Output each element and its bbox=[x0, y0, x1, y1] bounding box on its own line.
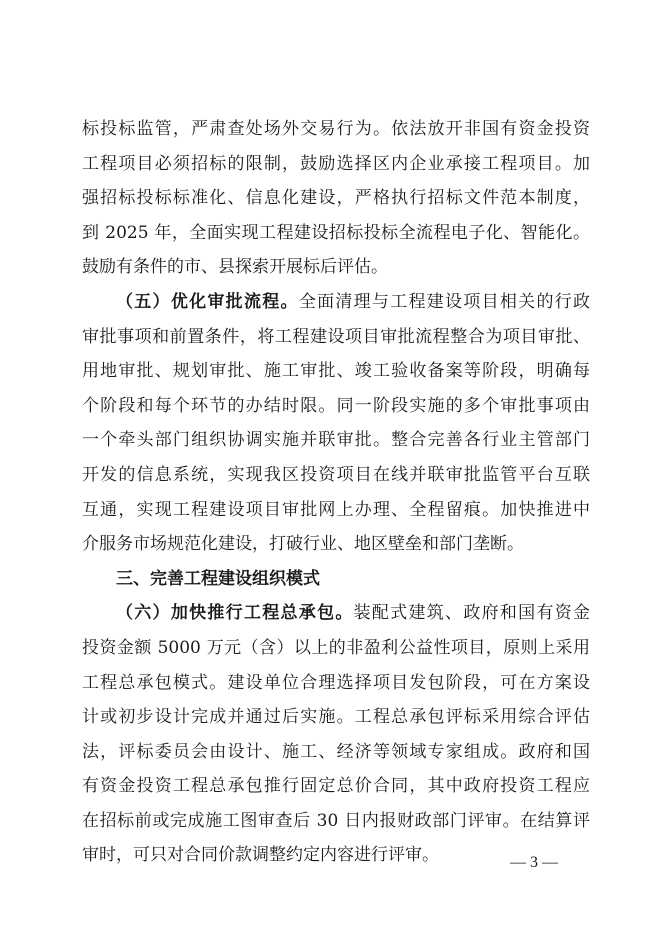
text-line: 法，评标委员会由设计、施工、经济等领域专家组成。政府和国 bbox=[82, 741, 590, 762]
text-line: 鼓励有条件的市、县探索开展标后评估。 bbox=[82, 257, 388, 278]
text-line: 一个牵头部门组织协调实施并联审批。整合完善各行业主管部门 bbox=[82, 430, 590, 451]
text-line: 介服务市场规范化建设，打破行业、地区壁垒和部门垄断。 bbox=[82, 534, 524, 555]
text-line: 个阶段和每个环节的办结时限。同一阶段实施的多个审批事项由 bbox=[82, 395, 590, 416]
text-line: 标投标监管，严肃查处场外交易行为。依法放开非国有资金投资 bbox=[82, 119, 590, 139]
text-line: 到 2025 年，全面实现工程建设招标投标全流程电子化、智能化。 bbox=[82, 222, 590, 243]
section-6-title: （六）加快推行工程总承包。 bbox=[116, 603, 354, 624]
text-line: 强招标投标标准化、信息化建设，严格执行招标文件范本制度， bbox=[82, 188, 590, 209]
paragraph-epc bbox=[82, 596, 590, 873]
text-line: 在招标前或完成施工图审查后 30 日内报财政部门评审。在结算评 bbox=[82, 810, 590, 831]
page-number: — 3 — bbox=[510, 854, 558, 871]
text-line: 投资金额 5000 万元（含）以上的非盈利公益性项目，原则上采用 bbox=[82, 637, 590, 658]
text-span: 装配式建筑、政府和国有资金 bbox=[353, 603, 591, 624]
text-line bbox=[82, 596, 590, 631]
text-line: 开发的信息系统，实现我区投资项目在线并联审批监管平台互联 bbox=[82, 464, 590, 485]
text-line: 互通，实现工程建设项目审批网上办理、全程留痕。加快推进中 bbox=[82, 499, 590, 520]
text-line: 计或初步设计完成并通过后实施。工程总承包评标采用综合评估 bbox=[82, 707, 590, 728]
paragraph-tender-supervision bbox=[82, 112, 590, 285]
text-line: 审时，可只对合同价款调整约定内容进行评审。 bbox=[82, 845, 439, 866]
paragraph-optimize-approval bbox=[82, 285, 590, 562]
text-line: 用地审批、规划审批、施工审批、竣工验收备案等阶段，明确每 bbox=[82, 361, 590, 382]
section-heading-3: 三、完善工程建设组织模式 bbox=[116, 568, 320, 589]
text-line: 有资金投资工程总承包推行固定总价合同，其中政府投资工程应 bbox=[82, 776, 590, 797]
text-span: 全面清理与工程建设项目相关的行政 bbox=[298, 291, 591, 312]
text-line: 工程项目必须招标的限制，鼓励选择区内企业承接工程项目。加 bbox=[82, 153, 590, 174]
document-body bbox=[82, 112, 590, 873]
text-line: 工程总承包模式。建设单位合理选择项目发包阶段，可在方案设 bbox=[82, 672, 590, 693]
text-line bbox=[82, 285, 590, 320]
text-line: 审批事项和前置条件，将工程建设项目审批流程整合为项目审批、 bbox=[82, 326, 590, 347]
section-5-title: （五）优化审批流程。 bbox=[116, 291, 299, 312]
